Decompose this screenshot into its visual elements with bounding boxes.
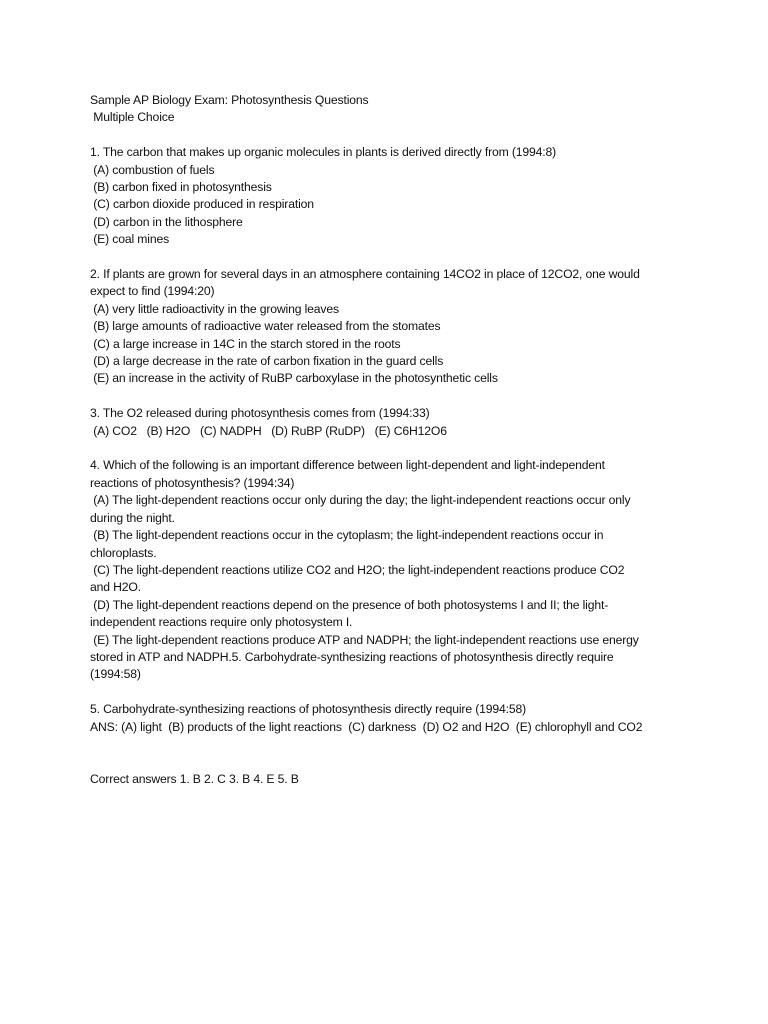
question-4-option-a-line-1: (A) The light-dependent reactions occur only during the day; the light-independent reactions occur only <box>90 493 631 508</box>
question-4-option-d-line-1: (D) The light-dependent reactions depend on the presence of both photosystems I and II; the light- <box>90 597 609 612</box>
question-3 <box>90 405 690 440</box>
question-2-stem-line-1: 2. If plants are grown for several days in an atmosphere containing 14CO2 in place of 12CO2, one would <box>90 267 640 282</box>
question-3-options: (A) CO2 (B) H2O (C) NADPH (D) RuBP (RuDP) (E) C6H12O6 <box>90 423 447 438</box>
spacer <box>90 736 690 771</box>
question-4-option-c-line-1: (C) The light-dependent reactions utilize CO2 and H2O; the light-independent reactions produce CO2 <box>90 562 625 577</box>
question-5-stem: 5. Carbohydrate-synthesizing reactions of photosynthesis directly require (1994:58) <box>90 702 527 717</box>
question-1-stem: 1. The carbon that makes up organic molecules in plants is derived directly from (1994:8) <box>90 145 557 160</box>
question-2-option-e: (E) an increase in the activity of RuBP carboxylase in the photosynthetic cells <box>90 371 498 386</box>
question-5 <box>90 701 690 736</box>
question-2-option-a: (A) very little radioactivity in the growing leaves <box>90 301 339 316</box>
question-4-option-e-line-3: (1994:58) <box>90 667 141 682</box>
document-title: Sample AP Biology Exam: Photosynthesis Questions <box>90 93 369 107</box>
spacer <box>90 249 690 266</box>
question-4-stem-line-2: reactions of photosynthesis? (1994:34) <box>90 475 295 490</box>
question-4-stem-line-1: 4. Which of the following is an important difference between light-dependent and light-independent <box>90 458 605 473</box>
spacer <box>90 684 690 701</box>
document-subtitle: Multiple Choice <box>90 110 175 125</box>
question-2-option-d: (D) a large decrease in the rate of carbon fixation in the guard cells <box>90 354 444 369</box>
question-4 <box>90 457 690 683</box>
question-1-option-a: (A) combustion of fuels <box>90 162 215 177</box>
question-1 <box>90 144 690 248</box>
question-4-option-e-line-2: stored in ATP and NADPH.5. Carbohydrate-synthesizing reactions of photosynthesis directly require <box>90 649 614 664</box>
question-3-stem: 3. The O2 released during photosynthesis comes from (1994:33) <box>90 406 430 421</box>
question-1-option-c: (C) carbon dioxide produced in respiration <box>90 197 314 212</box>
spacer <box>90 127 690 144</box>
question-2 <box>90 266 690 388</box>
question-4-option-b-line-2: chloroplasts. <box>90 545 157 560</box>
correct-answers: Correct answers 1. B 2. C 3. B 4. E 5. B <box>90 771 299 786</box>
exam-document <box>90 92 690 788</box>
question-2-stem-line-2: expect to find (1994:20) <box>90 284 215 299</box>
question-4-option-d-line-2: independent reactions require only photosystem I. <box>90 615 353 630</box>
question-4-option-e-line-1: (E) The light-dependent reactions produce ATP and NADPH; the light-independent reactions use energy <box>90 632 639 647</box>
question-1-option-b: (B) carbon fixed in photosynthesis <box>90 180 272 195</box>
question-5-answer-options: ANS: (A) light (B) products of the light reactions (C) darkness (D) O2 and H2O (E) chlorophyll and CO2 <box>90 719 643 734</box>
question-4-option-c-line-2: and H2O. <box>90 580 141 595</box>
question-1-option-d: (D) carbon in the lithosphere <box>90 214 243 229</box>
question-2-option-b: (B) large amounts of radioactive water released from the stomates <box>90 319 441 334</box>
question-1-option-e: (E) coal mines <box>90 232 170 247</box>
spacer <box>90 388 690 405</box>
spacer <box>90 440 690 457</box>
question-2-option-c: (C) a large increase in 14C in the starch stored in the roots <box>90 336 401 351</box>
question-4-option-b-line-1: (B) The light-dependent reactions occur in the cytoplasm; the light-independent reactions occur in <box>90 528 604 543</box>
question-4-option-a-line-2: during the night. <box>90 510 175 525</box>
